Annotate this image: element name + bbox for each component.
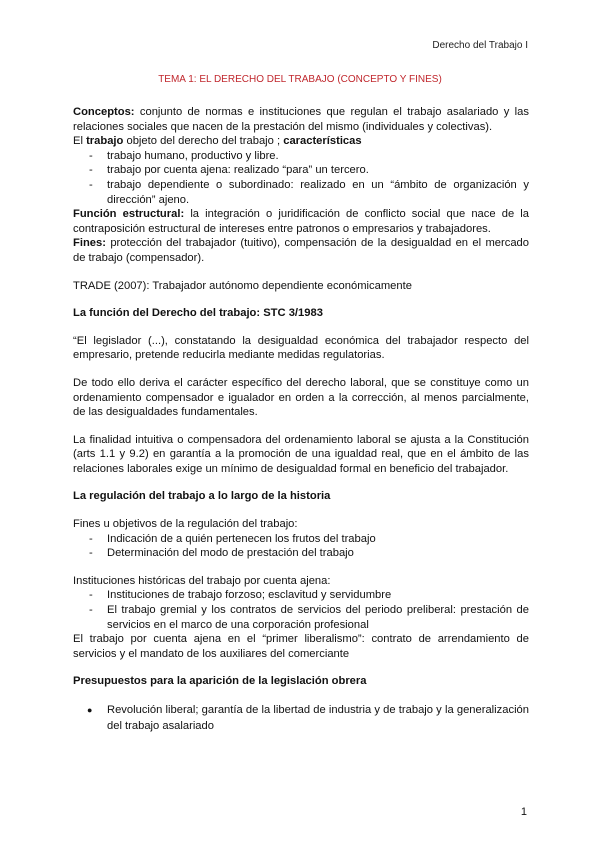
trabajo-bold: trabajo	[86, 135, 124, 148]
running-header: Derecho del Trabajo I	[432, 40, 528, 51]
fines-intro: Fines u objetivos de la regulación del trabajo:	[73, 518, 298, 531]
fines-paragraph	[73, 236, 529, 265]
section-heading-funcion: La función del Derecho del trabajo: STC 3/1983	[73, 307, 323, 320]
trade-line: TRADE (2007): Trabajador autónomo dependiente económicamente	[73, 279, 412, 292]
instituciones-list	[73, 588, 529, 632]
conceptos-text: conjunto de normas e instituciones que regulan el trabajo asalariado y las relaciones sociales que nacen de la prestación del mismo (individuales y colectivas).	[73, 106, 529, 133]
section-heading-regulacion: La regulación del trabajo a lo largo de la historia	[73, 490, 331, 503]
fines-text: protección del trabajador (tuitivo), compensación de la desigualdad en el mercado de trabajo (compensador).	[73, 237, 529, 264]
caracteristicas-list	[73, 149, 529, 207]
funcion-estructural-label: Función estructural:	[73, 208, 185, 221]
funcion-estructural-text: la integración o juridificación de conflicto social que nace de la contraposición estructural de intereses entre patronos o empresarios y trabajadores.	[73, 208, 530, 235]
section-heading-presupuestos: Presupuestos para la aparición de la legislación obrera	[73, 675, 367, 688]
stc-paragraph-3: La finalidad intuitiva o compensadora del ordenamiento laboral se ajusta a la Constitución (arts 1.1 y 9.2) en garantía a la promoción de una igualdad real, que en el ámbito de las relaciones laborales exige un mínimo de desigualdad formal en beneficio del trabajador.	[73, 433, 529, 475]
presupuestos-list	[73, 702, 529, 734]
stc-paragraph-2: De todo ello deriva el carácter específico del derecho laboral, que se constituye como un ordenamiento compensador e igualador en orden a la corrección, al menos parcialmente, de las desigualdades fundamentales.	[73, 376, 529, 419]
fines-list	[73, 532, 529, 561]
funcion-estructural-paragraph	[73, 207, 529, 236]
document-body	[73, 105, 529, 734]
list-item: - Indicación de a quién pertenecen los frutos del trabajo	[73, 532, 529, 547]
stc-paragraph-1: “El legislador (...), constatando la desigualdad económica del trabajador respecto del empresario, pretende reducirla mediante medidas regulatorias.	[73, 334, 529, 362]
instituciones-intro: Instituciones históricas del trabajo por cuenta ajena:	[73, 574, 331, 587]
liberalismo-paragraph: El trabajo por cuenta ajena en el “primer liberalismo”: contrato de arrendamiento de servicios y el mandato de los auxiliares del comerciante	[73, 633, 529, 660]
list-item: - Determinación del modo de prestación del trabajo	[73, 546, 529, 561]
list-item: - El trabajo gremial y los contratos de servicios del periodo preliberal: prestación de servicios en el marco de una corporación profesional	[73, 603, 529, 632]
list-item: - Instituciones de trabajo forzoso; esclavitud y servidumbre	[73, 588, 529, 603]
caracteristicas-bold: características	[283, 135, 362, 148]
list-item: - trabajo dependiente o subordinado: realizado en un “ámbito de organización y dirección” ajeno.	[73, 178, 529, 207]
conceptos-paragraph	[73, 105, 529, 134]
fines-label: Fines:	[73, 237, 106, 250]
conceptos-label: Conceptos:	[73, 106, 135, 118]
list-item: - trabajo humano, productivo y libre.	[73, 149, 529, 164]
trabajo-line	[73, 134, 529, 149]
page-number: 1	[520, 806, 527, 819]
trabajo-pre: El	[73, 135, 87, 148]
list-item: - trabajo por cuenta ajena: realizado “para” un tercero.	[73, 163, 529, 178]
list-item: ● Revolución liberal; garantía de la libertad de industria y de trabajo y la generalización del trabajo asalariado	[73, 702, 529, 734]
trabajo-mid: objeto del derecho del trabajo ;	[123, 135, 284, 148]
page-title: TEMA 1: EL DERECHO DEL TRABAJO (CONCEPTO Y FINES)	[158, 74, 442, 85]
